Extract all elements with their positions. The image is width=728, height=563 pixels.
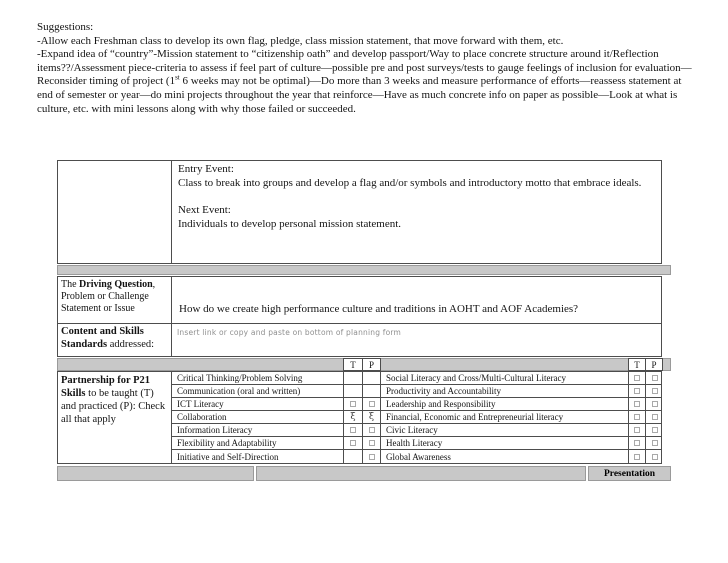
p21-skills-table [57,371,662,464]
skill-name-right: Global Awareness [381,450,629,463]
presentation-label: Presentation [603,468,655,479]
empty-checkbox-icon [652,440,658,446]
checkbox-cell-practiced-left[interactable] [363,398,381,410]
entry-event-text: Class to break into groups and develop a flag and/or symbols and introductory motto that embrace ideals. [178,176,642,189]
checkbox-cell-practiced-left[interactable] [363,437,381,449]
driving-question-row [57,276,662,324]
suggestions-line-2: -Expand idea of “country”-Mission statement to “citizenship oath” and develop passport/Way to place concrete structure around it/Reflection items??/Assessment piece-criteria to assess if feel part of culture—possible pre and post surveys/tests to gauge feelings of inclusion for evaluation—Reconsider timing of project (1st 6 weeks may not be optimal)—Do more than 3 weeks and measure performance of efforts—reassess statement at end of semester or year—do mini projects throughout the year that reinforce—Have as much concrete info on paper as possible—Look at what is culture, etc. with mini lessons along with why those failed or succeeded. [37,48,692,115]
empty-checkbox-icon [634,454,640,460]
empty-checkbox-icon [369,427,375,433]
entry-event-label-cell [58,161,172,263]
skill-table-row [172,411,661,424]
standards-placeholder-text: Insert link or copy and paste on bottom of planning form [177,328,402,337]
tp-header-bar [57,358,671,371]
empty-checkbox-icon [652,375,658,381]
empty-checkbox-icon [369,454,375,460]
footer-gray-cell-left [57,466,254,481]
column-header-practiced-right: P [645,358,663,371]
empty-checkbox-icon [369,440,375,446]
empty-checkbox-icon [634,427,640,433]
skill-name-left: Critical Thinking/Problem Solving [172,372,344,384]
empty-checkbox-icon [634,401,640,407]
skill-name-left: Initiative and Self-Direction [172,450,344,463]
skill-table-row [172,398,661,411]
checkbox-cell-practiced-right[interactable] [646,385,663,397]
checkbox-cell-taught-left[interactable] [344,372,363,384]
checkbox-cell-practiced-right[interactable] [646,424,663,436]
checkbox-cell-taught-left[interactable] [344,411,363,423]
skill-name-left: Flexibility and Adaptability [172,437,344,449]
column-header-taught: T [343,358,363,371]
skill-name-right: Health Literacy [381,437,629,449]
empty-checkbox-icon [634,375,640,381]
suggestions-line-1: -Allow each Freshman class to develop its own flag, pledge, class mission statement, that move forward with them, etc. [37,34,564,47]
checkbox-cell-practiced-right[interactable] [646,398,663,410]
empty-checkbox-icon [634,414,640,420]
next-event-label: Next Event: [178,204,231,217]
empty-checkbox-icon [652,454,658,460]
checkbox-cell-practiced-right[interactable] [646,450,663,463]
checkbox-cell-taught-right[interactable] [629,385,646,397]
driving-question-label-line2: Statement or Issue [61,302,135,314]
driving-question-label-cell: The Driving Question, Problem or Challenge Statement or Issue [58,277,172,323]
checkbox-cell-practiced-left[interactable] [363,411,381,423]
checkbox-cell-taught-right[interactable] [629,372,646,384]
checkbox-cell-taught-right[interactable] [629,450,646,463]
suggestions-heading: Suggestions: [37,21,94,33]
skill-name-left: Information Literacy [172,424,344,436]
checkbox-cell-taught-right[interactable] [629,398,646,410]
driving-question-text: How do we create high performance culture and traditions in AOHT and AOF Academies? [179,303,579,315]
checkbox-cell-taught-left[interactable] [344,398,363,410]
entry-event-label: Entry Event: [178,163,234,175]
skill-name-left: Communication (oral and written) [172,385,344,397]
entry-event-content-cell [172,161,661,263]
p21-rows [172,372,661,463]
empty-checkbox-icon [652,388,658,394]
checkbox-cell-taught-left[interactable] [344,450,363,463]
skill-table-row [172,437,661,450]
superscript-st: st [175,73,180,82]
empty-checkbox-icon [350,401,356,407]
gray-separator-bar [57,265,671,275]
column-header-taught-right: T [628,358,646,371]
column-header-practiced: P [362,358,381,371]
checkbox-cell-practiced-left[interactable] [363,424,381,436]
checkbox-cell-practiced-left[interactable] [363,385,381,397]
skill-table-row [172,424,661,437]
checkbox-cell-taught-left[interactable] [344,424,363,436]
checkbox-cell-practiced-right[interactable] [646,372,663,384]
standards-placeholder-cell[interactable] [172,324,661,356]
skill-name-right: Civic Literacy [381,424,629,436]
checkbox-cell-practiced-right[interactable] [646,437,663,449]
empty-checkbox-icon [634,388,640,394]
checkbox-cell-taught-right[interactable] [629,437,646,449]
checkbox-cell-practiced-left[interactable] [363,450,381,463]
checkbox-cell-practiced-left[interactable] [363,372,381,384]
standards-label-cell: Content and Skills Standards addressed: [58,324,172,356]
empty-checkbox-icon [369,401,375,407]
xi-checkmark-icon: ξ [350,411,356,423]
checkbox-cell-taught-left[interactable] [344,437,363,449]
standards-row [57,323,662,357]
entry-event-row [57,160,662,264]
skill-table-row [172,372,661,385]
xi-checkmark-icon: ξ [368,411,375,423]
skill-name-right: Financial, Economic and Entrepreneurial literacy [381,411,629,423]
empty-checkbox-icon [652,401,658,407]
empty-checkbox-icon [634,440,640,446]
skill-table-row [172,450,661,463]
checkbox-cell-taught-left[interactable] [344,385,363,397]
footer-presentation-cell [588,466,671,481]
skill-name-left: Collaboration [172,411,344,423]
empty-checkbox-icon [350,440,356,446]
p21-skills-label-cell: Partnership for P21 Skills to be taught (T) and practiced (P): Check all that apply [58,372,172,463]
checkbox-cell-taught-right[interactable] [629,411,646,423]
skill-name-right: Leadership and Responsibility [381,398,629,410]
suggestions-paragraph [37,21,696,116]
driving-question-text-cell [172,277,661,323]
footer-gray-cell-middle [256,466,586,481]
skill-name-right: Social Literacy and Cross/Multi-Cultural Literacy [381,372,629,384]
next-event-text: Individuals to develop personal mission statement. [178,217,402,230]
empty-checkbox-icon [652,427,658,433]
skill-name-right: Productivity and Accountability [381,385,629,397]
skill-name-left: ICT Literacy [172,398,344,410]
blank-line [178,190,655,204]
skill-table-row [172,385,661,398]
checkbox-cell-practiced-right[interactable] [646,411,663,423]
empty-checkbox-icon [350,427,356,433]
checkbox-cell-taught-right[interactable] [629,424,646,436]
empty-checkbox-icon [652,414,658,420]
